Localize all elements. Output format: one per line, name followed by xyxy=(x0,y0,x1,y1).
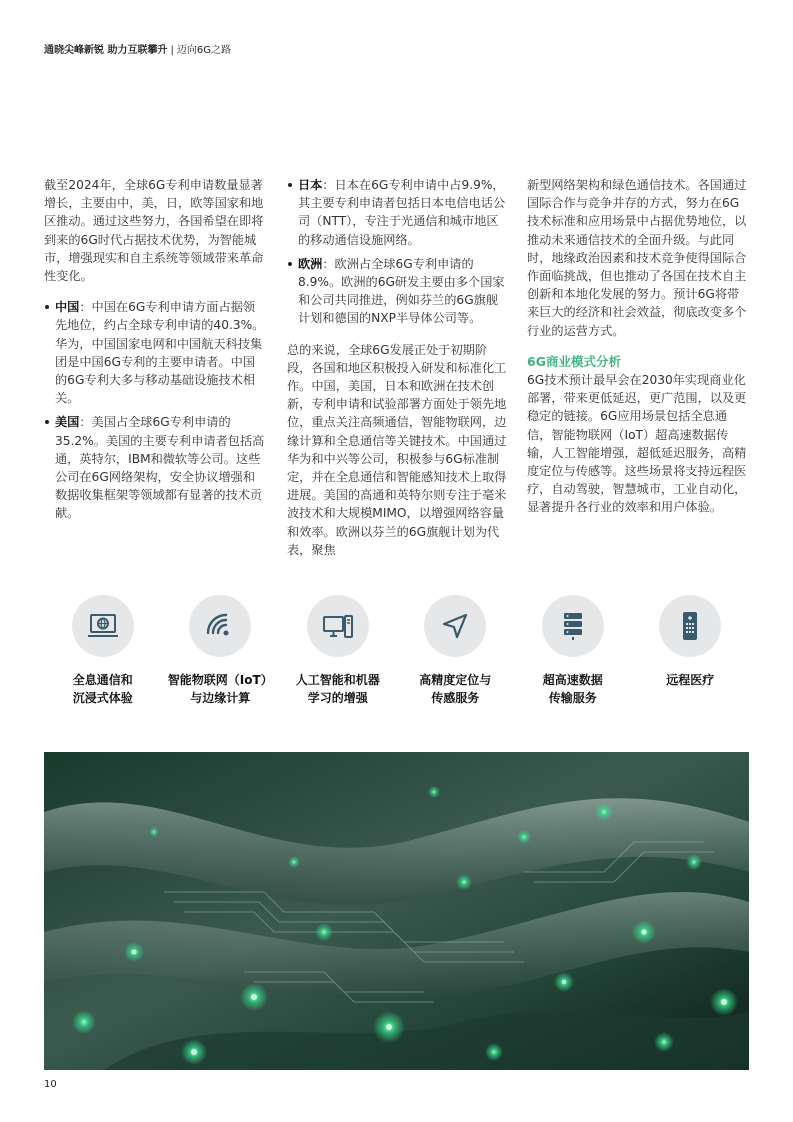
location-arrow-icon xyxy=(438,609,472,643)
usa-text: ：美国占全球6G专利申请的35.2%。美国的主要专利申请者包括高通，英特尔，IBM和微软等公司。这些公司在6G网络架构，安全协议增强和数据收集框架等领域都有显著的技术贡献。 xyxy=(55,415,265,521)
icon-item-holographic xyxy=(44,595,162,715)
list-item-china xyxy=(44,298,266,407)
section-heading: 6G商业模式分析 xyxy=(527,353,621,369)
circuit-board-illustration xyxy=(44,752,749,1070)
japan-label: 日本 xyxy=(298,178,323,192)
summary-paragraph: 总的来说，全球6G发展正处于初期阶段，各国和地区积极投入研发和标准化工作。中国，美国，日本和欧洲在技术创新，专利申请和试验部署方面处于领先地位，重点关注高频通信，智能物联网，边缘计算和全息通信等关键技术。中国通过华为和中兴等公司，积极参与6G标准制定，并在全息通信和智能感知技术上取得进展。美国的高通和英特尔则专注于毫米波技术和大规模MIMO，以增强网络容量和效率。欧洲以芬兰的6G旗舰计划为代表，聚焦 xyxy=(287,342,507,557)
text-column-2 xyxy=(287,176,509,572)
usa-label: 美国 xyxy=(55,415,80,430)
header-title: 通晓尖峰新锐 助力互联攀升 xyxy=(44,45,168,56)
application-icons-row xyxy=(44,595,749,715)
text-column-3 xyxy=(527,176,749,530)
icon-item-iot xyxy=(162,595,280,715)
europe-text: ：欧洲占全球6G专利申请的8.9%。欧洲的6G研发主要由多个国家和公司共同推进，例如芬兰的6G旗舰计划和德国的NXP半导体公司等。 xyxy=(298,256,505,326)
list-item-japan xyxy=(287,176,509,249)
country-list-2 xyxy=(287,176,509,328)
header-separator: | xyxy=(170,45,174,56)
icon-item-telemedicine xyxy=(632,595,750,715)
icon-item-data-transfer xyxy=(514,595,632,715)
medical-device-icon xyxy=(673,609,707,643)
business-paragraph: 6G技术预计最早会在2030年实现商业化部署，带来更低延迟，更广范围，以及更稳定的链接。6G应用场景包括全息通信，智能物联网（IoT）超高速数据传输，人工智能增强，超低延迟服务，高精度定位与传感等。这些场景将支持远程医疗，自动驾驶，智慧城市，工业自动化，显著提升各行业的效率和用户体验。 xyxy=(527,373,747,515)
text-column-1 xyxy=(44,176,266,536)
circuit-board-image xyxy=(44,752,749,1070)
icon-label: 全息通信和 沉浸式体验 xyxy=(72,673,133,705)
icon-item-ai xyxy=(279,595,397,715)
running-header xyxy=(44,41,231,56)
china-label: 中国 xyxy=(55,300,80,315)
icon-label: 远程医疗 xyxy=(666,673,715,687)
wireless-signal-icon xyxy=(203,609,237,643)
icon-label: 人工智能和机器 学习的增强 xyxy=(295,673,380,705)
europe-label: 欧洲 xyxy=(298,256,323,271)
page-number: 10 xyxy=(44,1079,57,1090)
list-item-europe xyxy=(287,255,509,328)
intro-paragraph: 截至2024年，全球6G专利申请数量显著增长，主要由中，美，日，欧等国家和地区推动。通过这些努力，各国希望在即将到来的6G时代占据技术优势，为智能城市，增强现实和自主系统等领域带来革命性变化。 xyxy=(44,178,264,284)
header-subtitle: 迈向6G之路 xyxy=(176,45,231,56)
icon-label: 智能物联网（IoT） 与边缘计算 xyxy=(167,673,273,705)
icon-item-positioning xyxy=(397,595,515,715)
laptop-globe-icon xyxy=(86,609,120,643)
japan-text: ：日本在6G专利申请中占9.9%，其主要专利申请者包括日本电信电话公司（NTT），专注于光通信和城市地区的移动通信设施网络。 xyxy=(298,178,506,247)
list-item-usa xyxy=(44,413,266,522)
icon-label: 超高速数据 传输服务 xyxy=(542,673,603,705)
icon-label: 高精度定位与 传感服务 xyxy=(419,673,492,705)
computer-tower-icon xyxy=(321,609,355,643)
continuation-paragraph: 新型网络架构和绿色通信技术。各国通过国际合作与竞争并存的方式，努力在6G技术标准和应用场景中占据优势地位，以推动未来通信技术的全面升级。与此同时，地缘政治因素和技术竞争使得国际合作面临挑战，但也推动了各国在技术自主创新和本地化发展的努力。预计6G将带来巨大的经济和社会效益，彻底改变多个行业的运营方式。 xyxy=(527,178,747,338)
china-text: ：中国在6G专利申请方面占据领先地位，约占全球专利申请的40.3%。华为，中国国家电网和中国航天科技集团是中国6G专利的主要申请者。中国的6G专利大多与移动基础设施技术相关。 xyxy=(55,300,265,406)
server-rack-icon xyxy=(556,609,590,643)
country-list-1 xyxy=(44,298,266,522)
